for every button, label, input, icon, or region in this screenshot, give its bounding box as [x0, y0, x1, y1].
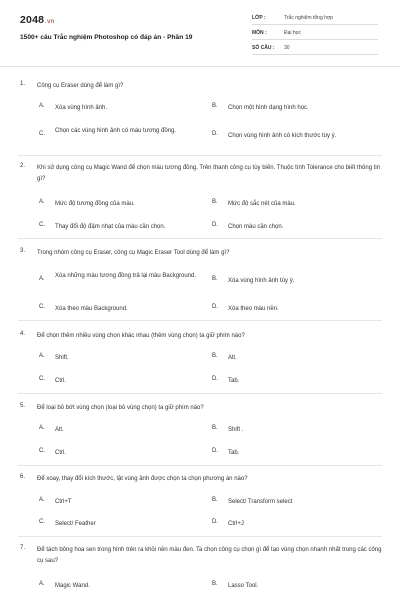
- option-letter: B.: [212, 425, 218, 431]
- logo-tld: .vn: [45, 19, 55, 25]
- option-text: Ctrl.: [55, 450, 66, 456]
- option-letter: A.: [39, 581, 45, 587]
- option-text: Tab.: [228, 378, 240, 384]
- question-number: 2.: [20, 163, 26, 169]
- question-text: Để loại bỏ bớt vùng chọn (loại bỏ vùng chọn) ta giữ phím nào?: [37, 405, 204, 411]
- option-letter: C.: [39, 519, 45, 525]
- option-text: Xóa vùng hình ảnh tùy ý.: [228, 278, 295, 284]
- option-letter: A.: [39, 425, 45, 431]
- option-text: Ctrl.: [55, 378, 66, 384]
- info-value: Đại học: [284, 30, 301, 36]
- option-text: Shift .: [228, 427, 244, 433]
- option-letter: C.: [39, 304, 45, 310]
- question-text: Để tách bông hoa sen trong hình trên ra khỏi nền màu đen. Ta chọn công cụ chọn gì để tạo vùng chọn nhanh nhất trong các công cụ sau?: [37, 547, 382, 564]
- option-text: Tab.: [228, 450, 240, 456]
- question-text: Trong nhóm công cụ Eraser, công cụ Magic Eraser Tool dùng để làm gì?: [37, 250, 230, 256]
- question-separator: [18, 320, 382, 321]
- question-text: Công cụ Eraser dùng để làm gì?: [37, 83, 124, 89]
- option-letter: C.: [39, 222, 45, 228]
- option-letter: C.: [39, 131, 45, 137]
- option-letter: D.: [212, 304, 218, 310]
- option-text: Select/ Transform select: [228, 499, 293, 505]
- option-letter: A.: [39, 353, 45, 359]
- option-letter: A.: [39, 103, 45, 109]
- question-separator: [18, 465, 382, 466]
- option-letter: A.: [39, 497, 45, 503]
- option-text: Thay đổi độ đậm nhạt của màu cần chọn.: [55, 224, 166, 230]
- option-letter: B.: [212, 497, 218, 503]
- question-text: Khi sử dụng công cụ Magic Wand để chọn màu tương đồng. Trên thanh công cụ tùy biến. Thuộc tính Tolerance cho biết thông tin gì?: [37, 165, 381, 182]
- option-text: Lasso Tool.: [228, 583, 259, 589]
- question-number: 1.: [20, 81, 26, 87]
- site-logo[interactable]: [20, 14, 54, 26]
- option-letter: D.: [212, 519, 218, 525]
- header-divider: [0, 66, 400, 67]
- question-text: Để xoay, thay đổi kích thước, lật vùng ảnh được chọn ta chọn phương án nào?: [37, 476, 248, 482]
- option-text: Shift.: [55, 355, 69, 361]
- option-text: Select/ Feather: [55, 521, 96, 527]
- info-key: MÔN :: [252, 30, 267, 36]
- question-number: 5.: [20, 403, 26, 409]
- option-text: Alt.: [55, 427, 64, 433]
- option-letter: C.: [39, 448, 45, 454]
- option-letter: D.: [212, 376, 218, 382]
- option-letter: B.: [212, 276, 218, 282]
- option-letter: B.: [212, 199, 218, 205]
- option-letter: B.: [212, 103, 218, 109]
- page-header: [0, 0, 400, 65]
- info-row-subject: [252, 29, 378, 40]
- question-separator: [18, 393, 382, 394]
- option-text: Xóa những màu tương đồng trả lại màu Background.: [55, 273, 197, 279]
- option-text: Xóa theo màu nền.: [228, 306, 279, 312]
- question-number: 3.: [20, 248, 26, 254]
- question-text: Để chọn thêm nhiều vùng chọn khác nhau (thêm vùng chọn) ta giữ phím nào?: [37, 333, 245, 339]
- question-number: 7.: [20, 545, 26, 551]
- option-text: Alt.: [228, 355, 237, 361]
- info-key: SỐ CÂU :: [252, 45, 275, 51]
- option-letter: B.: [212, 581, 218, 587]
- question-number: 4.: [20, 331, 26, 337]
- info-row-count: [252, 44, 378, 55]
- option-letter: D.: [212, 222, 218, 228]
- info-value: 30: [284, 45, 290, 51]
- option-text: Ctrl+T: [55, 499, 72, 505]
- question-separator: [18, 536, 382, 537]
- option-letter: D.: [212, 131, 218, 137]
- info-value: Trắc nghiệm tổng hợp: [284, 15, 333, 21]
- option-text: Chọn vùng hình ảnh có kích thước tùy ý.: [228, 133, 337, 139]
- option-letter: D.: [212, 448, 218, 454]
- option-text: Chọn một hình dạng hình học.: [228, 105, 309, 111]
- option-letter: A.: [39, 276, 45, 282]
- option-text: Chọn các vùng hình ảnh có màu tương đồng.: [55, 128, 177, 134]
- info-key: LỚP :: [252, 15, 266, 21]
- question-separator: [18, 155, 382, 156]
- option-text: Mức độ sắc nét của màu.: [228, 201, 296, 207]
- option-text: Mức độ tương đồng của màu.: [55, 201, 135, 207]
- page-title: 1500+ câu Trắc nghiệm Photoshop có đáp án - Phần 19: [20, 34, 193, 41]
- option-letter: C.: [39, 376, 45, 382]
- option-text: Chọn màu cần chọn.: [228, 224, 284, 230]
- question-number: 6.: [20, 474, 26, 480]
- question-separator: [18, 238, 382, 239]
- option-text: Xóa vùng hình ảnh.: [55, 105, 108, 111]
- option-letter: A.: [39, 199, 45, 205]
- info-row-class: [252, 14, 378, 25]
- option-text: Xóa theo màu Background.: [55, 306, 128, 312]
- option-letter: B.: [212, 353, 218, 359]
- option-text: Magic Wand.: [55, 583, 90, 589]
- logo-main: 2048: [20, 14, 45, 26]
- option-text: Ctrl+J: [228, 521, 244, 527]
